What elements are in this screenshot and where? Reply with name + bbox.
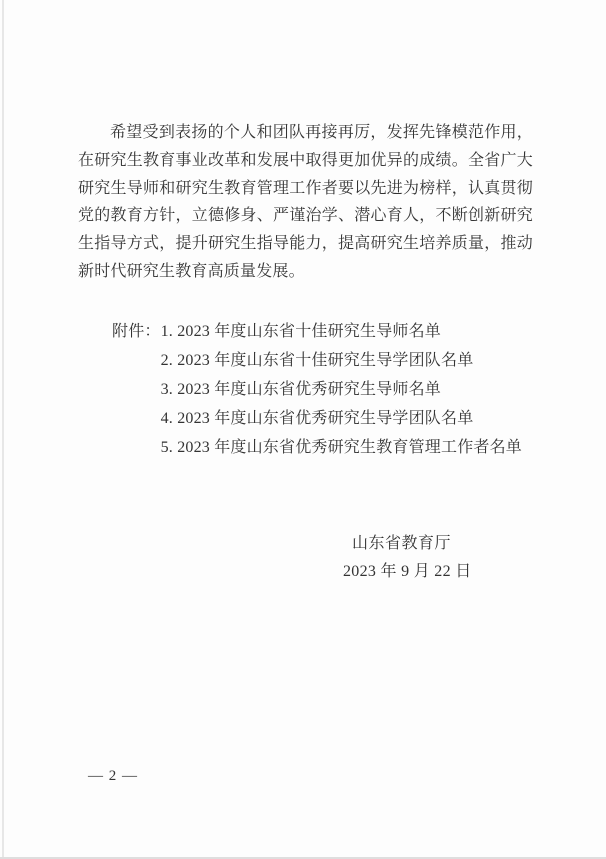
attachment-list [112, 317, 522, 462]
attachment-item: 1. 2023 年度山东省十佳研究生导师名单 [160, 323, 442, 340]
body-paragraph: 希望受到表扬的个人和团队再接再厉，发挥先锋模范作用，在研究生教育事业改革和发展中取得更加优异的成绩。全省广大研究生导师和研究生教育管理工作者要以先进为榜样，认真贯彻党的教育方针，立德修身、严谨治学、潜心育人，不断创新研究生指导方式，提升研究生指导能力，提高研究生培养质量，推动新时代研究生教育高质量发展。 [78, 124, 533, 280]
attachment-item: 5. 2023 年度山东省优秀研究生教育管理工作者名单 [160, 439, 523, 456]
page-number: — 2 — [88, 768, 138, 784]
attachment-item: 2. 2023 年度山东省十佳研究生导学团队名单 [160, 352, 474, 369]
attachment-label: 附件： [112, 323, 161, 340]
attachment-row [112, 317, 522, 462]
attachment-items [161, 317, 522, 462]
attachment-item: 3. 2023 年度山东省优秀研究生导师名单 [160, 381, 442, 398]
scan-edge-left [2, 0, 4, 859]
signature-issuer: 山东省教育厅 [352, 535, 452, 552]
attachment-item: 4. 2023 年度山东省优秀研究生导学团队名单 [160, 410, 474, 427]
signature-date: 2023 年 9 月 22 日 [343, 563, 472, 580]
